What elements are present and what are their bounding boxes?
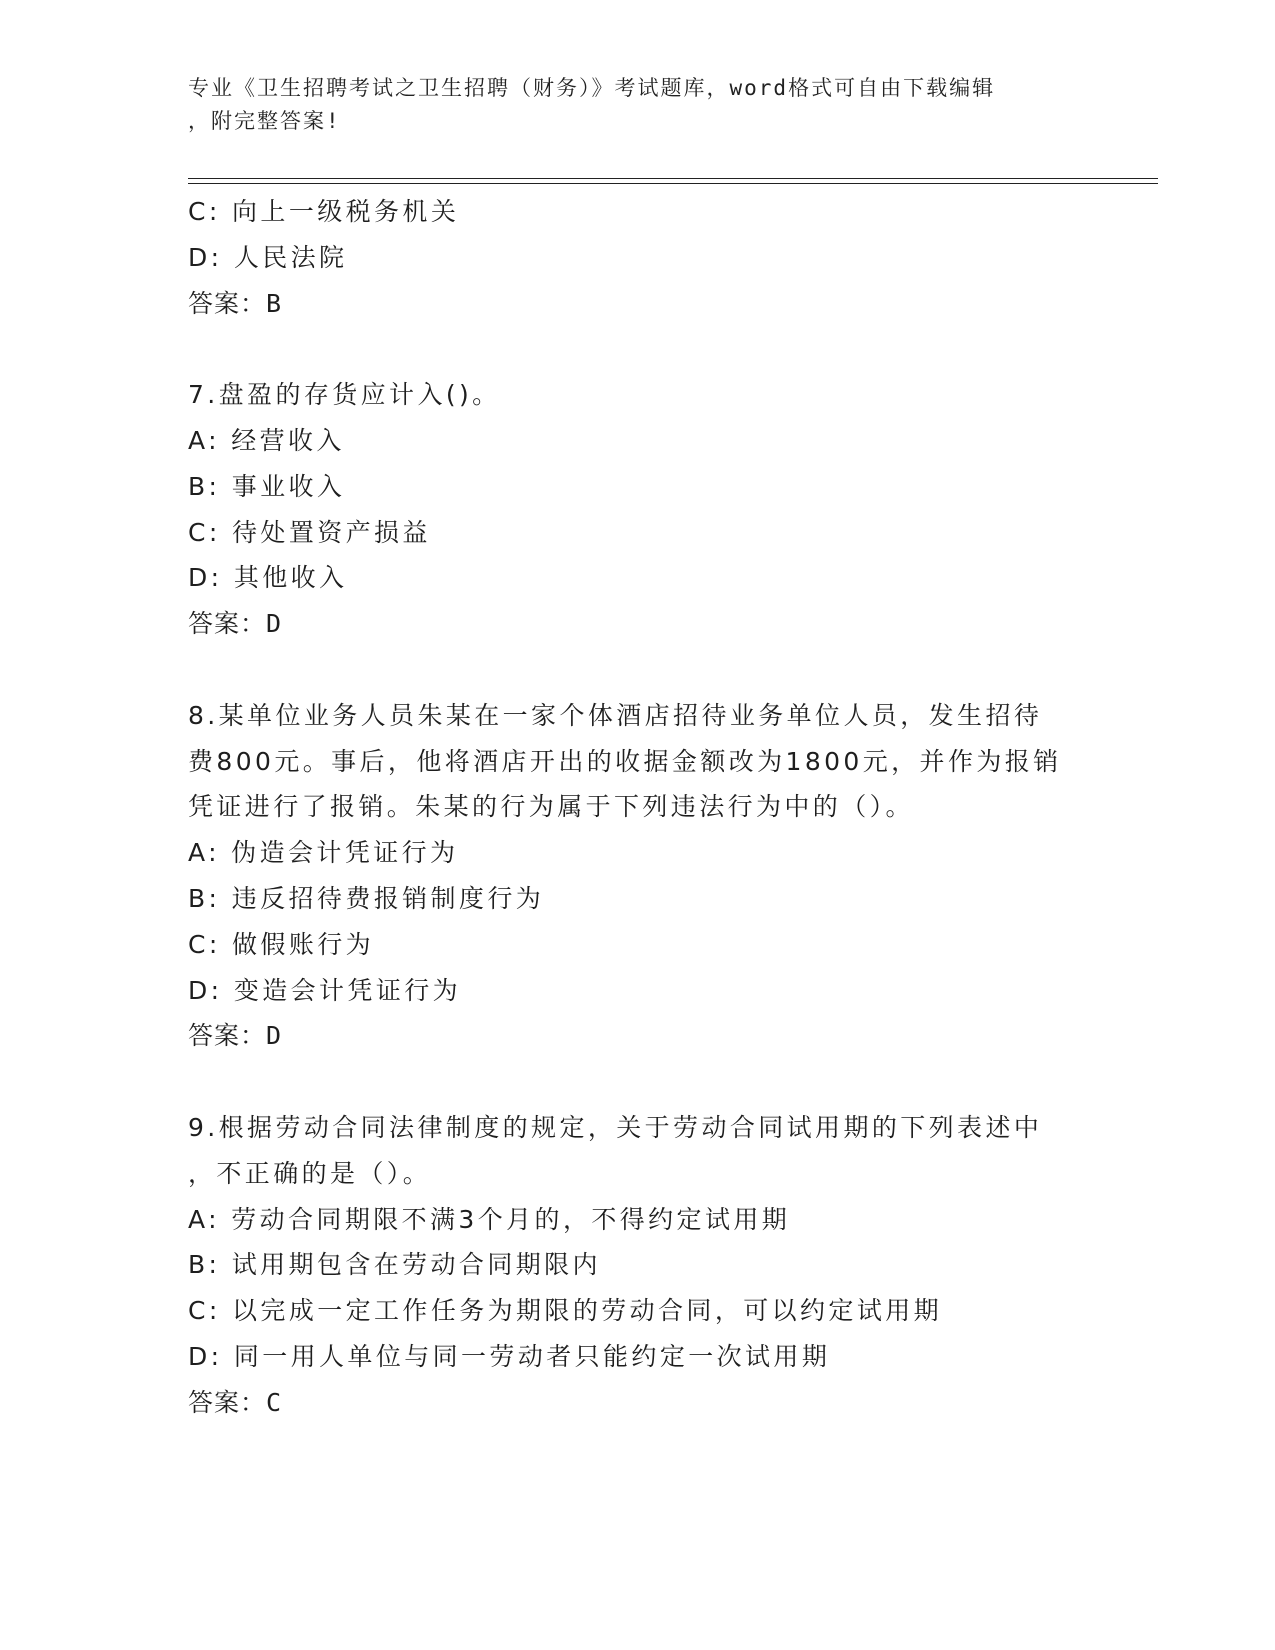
option-d: D: 变造会计凭证行为	[188, 975, 462, 1005]
option-b: B: 违反招待费报销制度行为	[188, 883, 545, 913]
option-c: C: 向上一级税务机关	[188, 197, 460, 226]
question-stem-line-2: ，不正确的是（）。	[188, 1158, 432, 1188]
question-stem: 7.盘盈的存货应计入()。	[188, 380, 501, 410]
option-d: D: 其他收入	[188, 563, 348, 593]
question-9	[188, 1105, 1188, 1426]
answer: 答案：C	[188, 1387, 283, 1417]
header-line-2: ，附完整答案!	[188, 109, 341, 133]
option-c: C: 以完成一定工作任务为期限的劳动合同，可以约定试用期	[188, 1296, 943, 1326]
question-stem-line-1: 8.某单位业务人员朱某在一家个体酒店招待业务单位人员，发生招待	[188, 700, 1043, 730]
header-rule-top	[188, 178, 1158, 179]
question-list	[188, 189, 1188, 1426]
question-stem-line-3: 凭证进行了报销。朱某的行为属于下列违法行为中的（）。	[188, 792, 914, 822]
header-rule-bottom	[188, 183, 1158, 184]
option-d: D: 同一用人单位与同一劳动者只能约定一次试用期	[188, 1341, 831, 1371]
option-a: A: 经营收入	[188, 425, 345, 455]
answer: 答案：D	[188, 1021, 283, 1051]
document-header	[188, 72, 1088, 138]
question-8	[188, 693, 1188, 1059]
option-c: C: 做假账行为	[188, 929, 375, 959]
option-d: D: 人民法院	[188, 242, 348, 272]
question-stem-line-1: 9.根据劳动合同法律制度的规定，关于劳动合同试用期的下列表述中	[188, 1112, 1043, 1142]
spacer	[188, 326, 1188, 372]
option-b: B: 事业收入	[188, 471, 346, 501]
option-a: A: 劳动合同期限不满3个月的，不得约定试用期	[188, 1204, 791, 1234]
question-stem-line-2: 费800元。事后，他将酒店开出的收据金额改为1800元，并作为报销	[188, 746, 1062, 776]
answer: 答案：D	[188, 609, 283, 639]
question-6	[188, 189, 1188, 326]
option-c: C: 待处置资产损益	[188, 517, 431, 547]
header-line-1: 专业《卫生招聘考试之卫生招聘（财务）》考试题库，word格式可自由下载编辑	[188, 76, 996, 100]
question-7	[188, 372, 1188, 647]
spacer	[188, 647, 1188, 693]
option-a: A: 伪造会计凭证行为	[188, 838, 459, 868]
answer: 答案：B	[188, 288, 283, 318]
spacer	[188, 1059, 1188, 1105]
option-b: B: 试用期包含在劳动合同期限内	[188, 1250, 601, 1280]
